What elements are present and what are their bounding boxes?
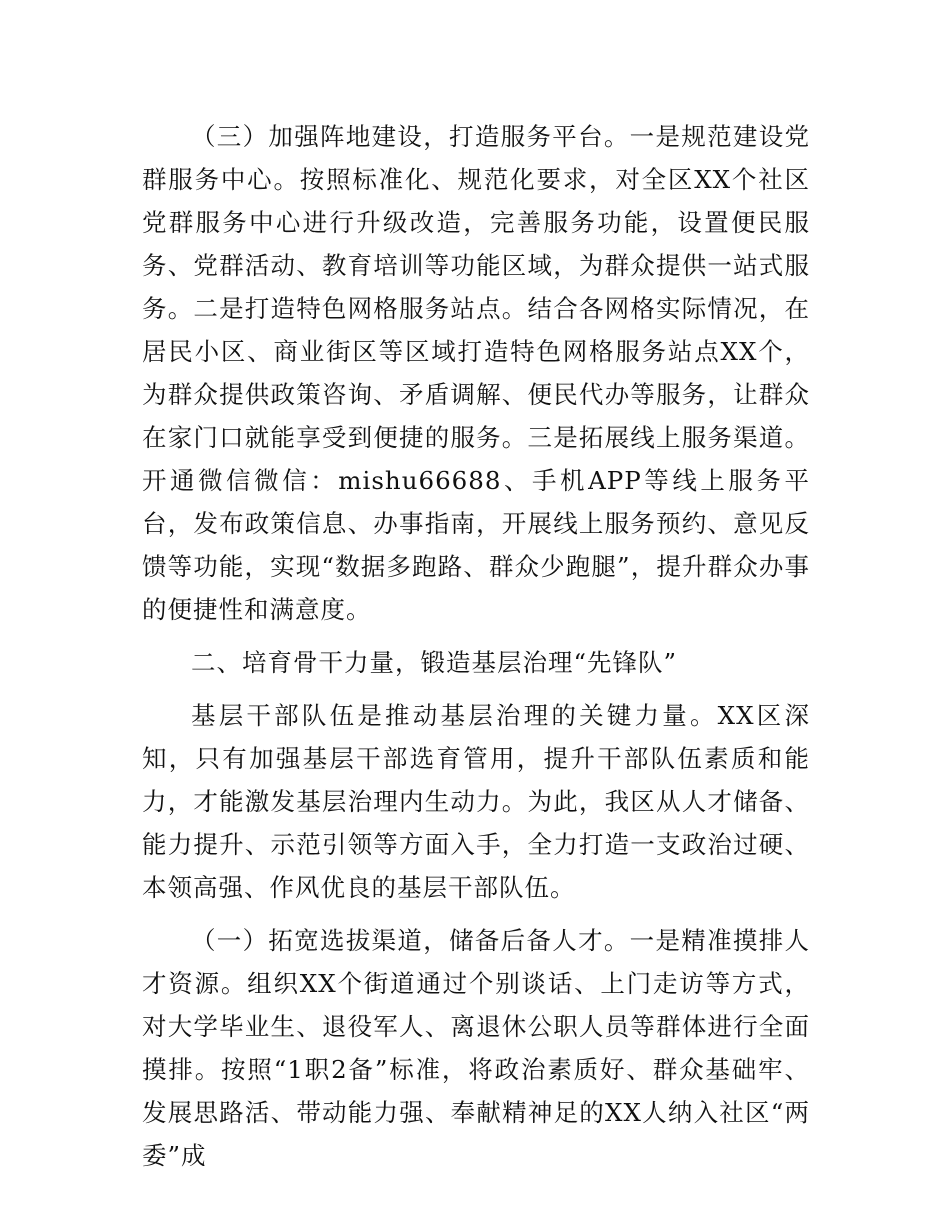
paragraph-grassroots-cadres: 基层干部队伍是推动基层治理的关键力量。XX区深知，只有加强基层干部选育管用，提升干部队伍素质和能力，才能激发基层治理内生动力。为此，我区从人才储备、能力提升、示范引领等方面入手，全力打造一支政治过硬、本领高强、作风优良的基层干部队伍。	[142, 701, 810, 902]
paragraph-talent-reserve: （一）拓宽选拔渠道，储备后备人才。一是精准摸排人才资源。组织XX个街道通过个别谈话、上门走访等方式，对大学毕业生、退役军人、离退休公职人员等群体进行全面摸排。按照“1职2备”标准，将政治素质好、群众基础牢、发展思路活、带动能力强、奉献精神足的XX人纳入社区“两委”成	[142, 926, 810, 1170]
paragraph-service-platform: （三）加强阵地建设，打造服务平台。一是规范建设党群服务中心。按照标准化、规范化要求，对全区XX个社区党群服务中心进行升级改造，完善服务功能，设置便民服务、党群活动、教育培训等功能区域，为群众提供一站式服务。二是打造特色网格服务站点。结合各网格实际情况，在居民小区、商业街区等区域打造特色网格服务站点XX个，为群众提供政策咨询、矛盾调解、便民代办等服务，让群众在家门口就能享受到便捷的服务。三是拓展线上服务渠道。开通微信微信：mishu66688、手机APP等线上服务平台，发布政策信息、办事指南，开展线上服务预约、意见反馈等功能，实现“数据多跑路、群众少跑腿”，提升群众办事的便捷性和满意度。	[142, 122, 810, 624]
section-heading-backbone-force: 二、培育骨干力量，锻造基层治理“先锋队”	[191, 648, 678, 677]
document-page	[142, 115, 810, 1177]
